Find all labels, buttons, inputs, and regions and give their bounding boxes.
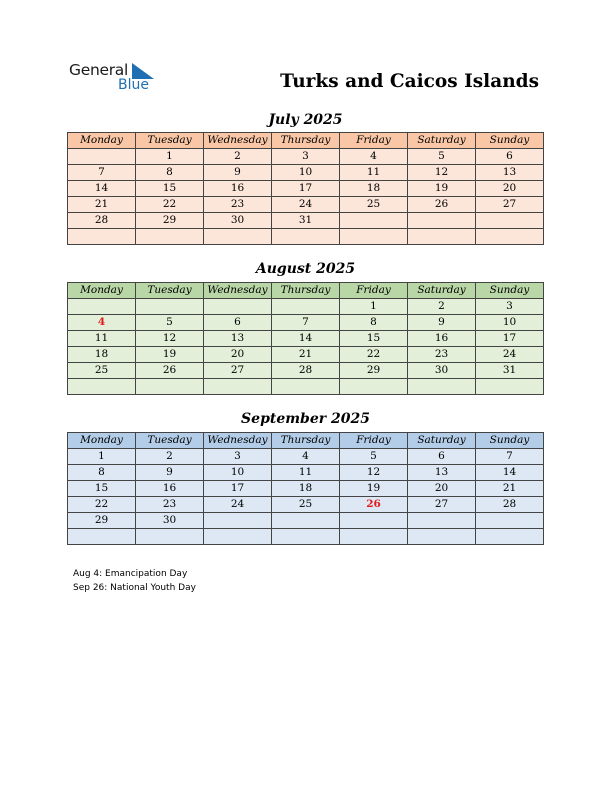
weekday-header-friday: Friday: [340, 133, 408, 149]
day-cell: 14: [272, 331, 340, 347]
day-cell: 25: [340, 197, 408, 213]
day-cell: 20: [476, 181, 544, 197]
day-cell: 23: [136, 497, 204, 513]
day-cell: 15: [340, 331, 408, 347]
week-row: [68, 149, 544, 165]
day-cell: 13: [204, 331, 272, 347]
empty-day-cell: [272, 379, 340, 395]
week-row: [68, 299, 544, 315]
day-cell: 8: [340, 315, 408, 331]
day-cell: 28: [68, 213, 136, 229]
week-row: [68, 347, 544, 363]
day-cell: 7: [272, 315, 340, 331]
weekday-header-saturday: Saturday: [408, 283, 476, 299]
day-cell: 21: [68, 197, 136, 213]
week-row: [68, 529, 544, 545]
day-cell: 17: [476, 331, 544, 347]
day-cell: 24: [204, 497, 272, 513]
day-cell: 10: [476, 315, 544, 331]
day-cell: 27: [204, 363, 272, 379]
day-cell: 18: [68, 347, 136, 363]
weekday-header-thursday: Thursday: [272, 433, 340, 449]
empty-day-cell: [136, 379, 204, 395]
weekday-header-monday: Monday: [68, 283, 136, 299]
calendar-july: [67, 132, 544, 245]
empty-day-cell: [272, 513, 340, 529]
day-cell: 6: [476, 149, 544, 165]
week-row: [68, 315, 544, 331]
empty-day-cell: [204, 299, 272, 315]
empty-day-cell: [68, 529, 136, 545]
week-row: [68, 363, 544, 379]
day-cell: 30: [408, 363, 476, 379]
empty-day-cell: [136, 529, 204, 545]
day-cell: 20: [408, 481, 476, 497]
day-cell: 9: [136, 465, 204, 481]
day-cell: 11: [68, 331, 136, 347]
week-row: [68, 229, 544, 245]
empty-day-cell: [476, 513, 544, 529]
day-cell: 12: [340, 465, 408, 481]
day-cell: 25: [272, 497, 340, 513]
day-cell: 2: [204, 149, 272, 165]
day-cell: 16: [204, 181, 272, 197]
weekday-header-row: [68, 283, 544, 299]
day-cell: 6: [204, 315, 272, 331]
week-row: [68, 165, 544, 181]
day-cell: 20: [204, 347, 272, 363]
day-cell: 12: [136, 331, 204, 347]
empty-day-cell: [136, 229, 204, 245]
day-cell: 30: [204, 213, 272, 229]
day-cell: 7: [68, 165, 136, 181]
month-title-september: September 2025: [241, 411, 370, 427]
empty-day-cell: [340, 213, 408, 229]
calendar-september: [67, 432, 544, 545]
week-row: [68, 513, 544, 529]
weekday-header-wednesday: Wednesday: [204, 433, 272, 449]
day-cell: 23: [204, 197, 272, 213]
day-cell: 6: [408, 449, 476, 465]
day-cell: 13: [476, 165, 544, 181]
empty-day-cell: [476, 379, 544, 395]
empty-day-cell: [68, 299, 136, 315]
day-cell: 24: [476, 347, 544, 363]
empty-day-cell: [204, 529, 272, 545]
empty-day-cell: [204, 513, 272, 529]
day-cell: 15: [68, 481, 136, 497]
weekday-header-wednesday: Wednesday: [204, 283, 272, 299]
day-cell: 17: [272, 181, 340, 197]
day-cell: 2: [408, 299, 476, 315]
week-row: [68, 481, 544, 497]
empty-day-cell: [204, 229, 272, 245]
day-cell: 13: [408, 465, 476, 481]
day-cell: 31: [476, 363, 544, 379]
empty-day-cell: [340, 379, 408, 395]
day-cell: 1: [340, 299, 408, 315]
day-cell: 30: [136, 513, 204, 529]
day-cell: 11: [272, 465, 340, 481]
day-cell: 22: [68, 497, 136, 513]
empty-day-cell: [408, 379, 476, 395]
page-title: Turks and Caicos Islands: [280, 71, 539, 92]
day-cell: 11: [340, 165, 408, 181]
logo-blue-text: Blue: [118, 77, 149, 93]
day-cell: 19: [340, 481, 408, 497]
day-cell: 2: [136, 449, 204, 465]
day-cell: 27: [408, 497, 476, 513]
day-cell: 22: [136, 197, 204, 213]
day-cell: 28: [476, 497, 544, 513]
week-row: [68, 497, 544, 513]
empty-day-cell: [272, 529, 340, 545]
week-row: [68, 197, 544, 213]
empty-day-cell: [136, 299, 204, 315]
week-row: [68, 331, 544, 347]
day-cell: 18: [340, 181, 408, 197]
weekday-header-thursday: Thursday: [272, 133, 340, 149]
weekday-header-saturday: Saturday: [408, 133, 476, 149]
empty-day-cell: [476, 229, 544, 245]
day-cell: 17: [204, 481, 272, 497]
day-cell: 23: [408, 347, 476, 363]
day-cell: 22: [340, 347, 408, 363]
empty-day-cell: [204, 379, 272, 395]
holiday-note: Aug 4: Emancipation Day: [73, 569, 188, 579]
holiday-notes: [73, 567, 196, 595]
empty-day-cell: [408, 529, 476, 545]
day-cell: 29: [68, 513, 136, 529]
day-cell: 16: [136, 481, 204, 497]
day-cell: 16: [408, 331, 476, 347]
day-cell: 5: [408, 149, 476, 165]
weekday-header-row: [68, 433, 544, 449]
holiday-note: Sep 26: National Youth Day: [73, 583, 196, 593]
day-cell: 4: [272, 449, 340, 465]
empty-day-cell: [340, 529, 408, 545]
month-title-august: August 2025: [255, 261, 356, 277]
day-cell: 1: [136, 149, 204, 165]
weekday-header-friday: Friday: [340, 283, 408, 299]
day-cell: 26: [408, 197, 476, 213]
empty-day-cell: [340, 513, 408, 529]
day-cell: 1: [68, 449, 136, 465]
day-cell: 10: [272, 165, 340, 181]
day-cell: 3: [476, 299, 544, 315]
weekday-header-friday: Friday: [340, 433, 408, 449]
weekday-header-sunday: Sunday: [476, 133, 544, 149]
empty-day-cell: [68, 149, 136, 165]
logo-general-text: General: [69, 61, 128, 79]
day-cell: 12: [408, 165, 476, 181]
day-cell: 3: [204, 449, 272, 465]
empty-day-cell: [68, 229, 136, 245]
empty-day-cell: [340, 229, 408, 245]
week-row: [68, 449, 544, 465]
weekday-header-tuesday: Tuesday: [136, 133, 204, 149]
weekday-header-tuesday: Tuesday: [136, 433, 204, 449]
day-cell: 18: [272, 481, 340, 497]
day-cell: 29: [340, 363, 408, 379]
empty-day-cell: [272, 299, 340, 315]
day-cell: 3: [272, 149, 340, 165]
weekday-header-thursday: Thursday: [272, 283, 340, 299]
day-cell: 7: [476, 449, 544, 465]
weekday-header-sunday: Sunday: [476, 433, 544, 449]
day-cell: 5: [340, 449, 408, 465]
day-cell: 5: [136, 315, 204, 331]
weekday-header-row: [68, 133, 544, 149]
day-cell: 27: [476, 197, 544, 213]
weekday-header-wednesday: Wednesday: [204, 133, 272, 149]
day-cell: 19: [136, 347, 204, 363]
day-cell: 21: [272, 347, 340, 363]
day-cell: 19: [408, 181, 476, 197]
day-cell: 21: [476, 481, 544, 497]
weekday-header-tuesday: Tuesday: [136, 283, 204, 299]
day-cell: 31: [272, 213, 340, 229]
holiday-day-cell: 26: [340, 497, 408, 513]
day-cell: 4: [340, 149, 408, 165]
week-row: [68, 213, 544, 229]
day-cell: 28: [272, 363, 340, 379]
month-title-july: July 2025: [268, 112, 343, 128]
empty-day-cell: [408, 513, 476, 529]
weekday-header-monday: Monday: [68, 133, 136, 149]
day-cell: 8: [136, 165, 204, 181]
day-cell: 9: [204, 165, 272, 181]
week-row: [68, 379, 544, 395]
day-cell: 14: [68, 181, 136, 197]
day-cell: 29: [136, 213, 204, 229]
empty-day-cell: [408, 213, 476, 229]
day-cell: 24: [272, 197, 340, 213]
day-cell: 10: [204, 465, 272, 481]
empty-day-cell: [68, 379, 136, 395]
empty-day-cell: [476, 213, 544, 229]
weekday-header-monday: Monday: [68, 433, 136, 449]
week-row: [68, 181, 544, 197]
day-cell: 14: [476, 465, 544, 481]
empty-day-cell: [476, 529, 544, 545]
brand-logo: [69, 61, 169, 95]
week-row: [68, 465, 544, 481]
day-cell: 8: [68, 465, 136, 481]
holiday-day-cell: 4: [68, 315, 136, 331]
empty-day-cell: [272, 229, 340, 245]
day-cell: 15: [136, 181, 204, 197]
day-cell: 25: [68, 363, 136, 379]
calendar-august: [67, 282, 544, 395]
day-cell: 9: [408, 315, 476, 331]
weekday-header-saturday: Saturday: [408, 433, 476, 449]
weekday-header-sunday: Sunday: [476, 283, 544, 299]
day-cell: 26: [136, 363, 204, 379]
empty-day-cell: [408, 229, 476, 245]
